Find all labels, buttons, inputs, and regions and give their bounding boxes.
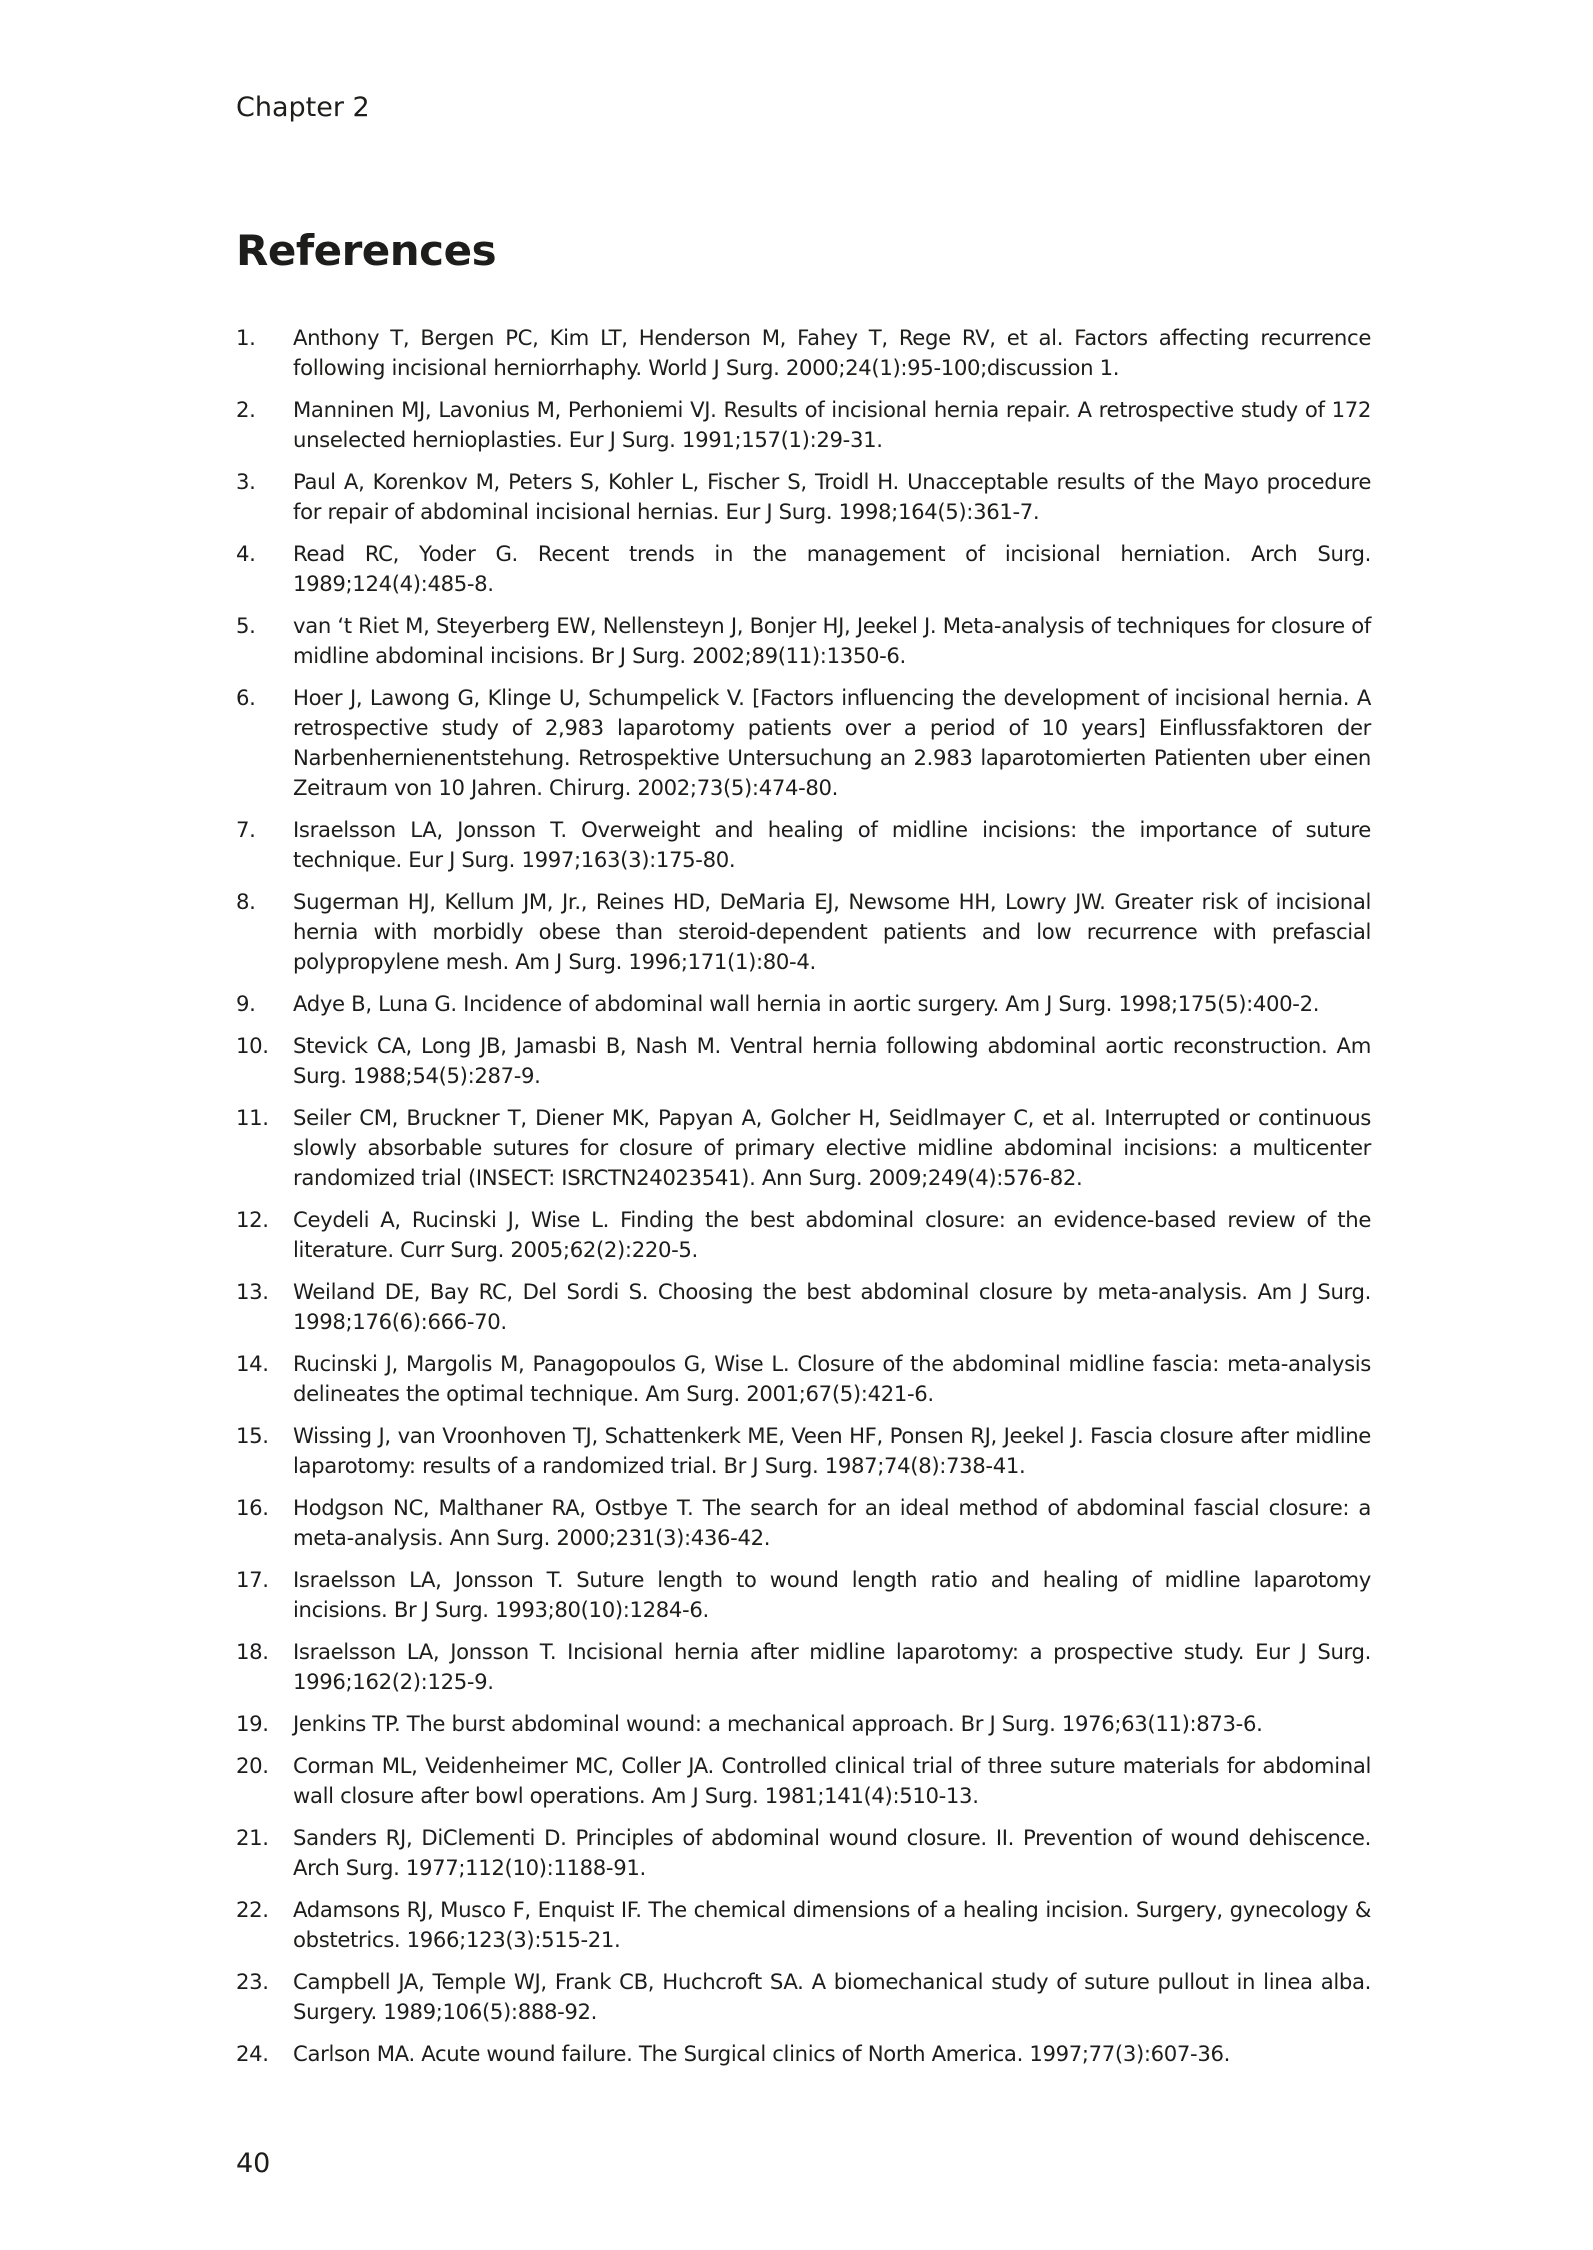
reference-item <box>236 539 1371 599</box>
page-number: 40 <box>236 2148 271 2179</box>
reference-item <box>236 1895 1371 1955</box>
reference-item <box>236 989 1371 1019</box>
reference-item <box>236 1709 1371 1739</box>
reference-text: Israelsson LA, Jonsson T. Overweight and healing of midline incisions: the importance of suture technique. Eur J Surg. 1997;163(3):175-80. <box>293 817 1371 872</box>
reference-item <box>236 323 1371 383</box>
reference-item <box>236 467 1371 527</box>
reference-text: Seiler CM, Bruckner T, Diener MK, Papyan A, Golcher H, Seidlmayer C, et al. Interrupted or continuous slowly absorbable sutures for closure of primary elective midline abdominal incisions: a multicenter randomized trial (INSECT: ISRCTN24023541). Ann Surg. 2009;249(4):576-82. <box>293 1105 1371 1190</box>
reference-number: 15. <box>236 1423 269 1448</box>
reference-text: Read RC, Yoder G. Recent trends in the management of incisional herniation. Arch Surg. 1989;124(4):485-8. <box>293 541 1371 596</box>
reference-item <box>236 1751 1371 1811</box>
reference-number: 13. <box>236 1279 269 1304</box>
reference-item <box>236 395 1371 455</box>
reference-number: 16. <box>236 1495 269 1520</box>
reference-text: Adamsons RJ, Musco F, Enquist IF. The chemical dimensions of a healing incision. Surgery, gynecology & obstetrics. 1966;123(3):515-21. <box>293 1897 1371 1952</box>
reference-text: Ceydeli A, Rucinski J, Wise L. Finding the best abdominal closure: an evidence-based review of the literature. Curr Surg. 2005;62(2):220-5. <box>293 1207 1371 1262</box>
reference-number: 22. <box>236 1897 269 1922</box>
reference-text: Adye B, Luna G. Incidence of abdominal wall hernia in aortic surgery. Am J Surg. 1998;175(5):400-2. <box>293 991 1320 1016</box>
reference-text: van ‘t Riet M, Steyerberg EW, Nellensteyn J, Bonjer HJ, Jeekel J. Meta-analysis of techniques for closure of midline abdominal incisions. Br J Surg. 2002;89(11):1350-6. <box>293 613 1371 668</box>
reference-text: Israelsson LA, Jonsson T. Incisional hernia after midline laparotomy: a prospective study. Eur J Surg. 1996;162(2):125-9. <box>293 1639 1371 1694</box>
chapter-header: Chapter 2 <box>236 92 370 123</box>
reference-text: Rucinski J, Margolis M, Panagopoulos G, Wise L. Closure of the abdominal midline fascia: meta-analysis delineates the optimal technique. Am Surg. 2001;67(5):421-6. <box>293 1351 1371 1406</box>
reference-number: 5. <box>236 613 256 638</box>
reference-number: 9. <box>236 991 256 1016</box>
reference-number: 4. <box>236 541 256 566</box>
reference-number: 11. <box>236 1105 269 1130</box>
reference-item <box>236 1823 1371 1883</box>
reference-item <box>236 1349 1371 1409</box>
reference-item <box>236 611 1371 671</box>
reference-number: 14. <box>236 1351 269 1376</box>
reference-text: Israelsson LA, Jonsson T. Suture length to wound length ratio and healing of midline laparotomy incisions. Br J Surg. 1993;80(10):1284-6. <box>293 1567 1371 1622</box>
reference-number: 23. <box>236 1969 269 1994</box>
reference-item <box>236 1967 1371 2027</box>
reference-number: 8. <box>236 889 256 914</box>
reference-text: Hoer J, Lawong G, Klinge U, Schumpelick V. [Factors influencing the development of incisional hernia. A retrospective study of 2,983 laparotomy patients over a period of 10 years] Einflussfaktoren der Narbenhernienentstehung. Retrospektive Untersuchung an 2.983 laparotomierten Patienten uber einen Zeitraum von 10 Jahren. Chirurg. 2002;73(5):474-80. <box>293 685 1371 800</box>
reference-text: Anthony T, Bergen PC, Kim LT, Henderson M, Fahey T, Rege RV, et al. Factors affecting recurrence following incisional herniorrhaphy. World J Surg. 2000;24(1):95-100;discussion 1. <box>293 325 1371 380</box>
reference-number: 21. <box>236 1825 269 1850</box>
reference-text: Weiland DE, Bay RC, Del Sordi S. Choosing the best abdominal closure by meta-analysis. Am J Surg. 1998;176(6):666-70. <box>293 1279 1371 1334</box>
reference-text: Carlson MA. Acute wound failure. The Surgical clinics of North America. 1997;77(3):607-36. <box>293 2041 1230 2066</box>
reference-number: 7. <box>236 817 256 842</box>
reference-text: Sugerman HJ, Kellum JM, Jr., Reines HD, DeMaria EJ, Newsome HH, Lowry JW. Greater risk of incisional hernia with morbidly obese than steroid-dependent patients and low recurrence with prefascial polypropylene mesh. Am J Surg. 1996;171(1):80-4. <box>293 889 1371 974</box>
reference-text: Corman ML, Veidenheimer MC, Coller JA. Controlled clinical trial of three suture materials for abdominal wall closure after bowl operations. Am J Surg. 1981;141(4):510-13. <box>293 1753 1371 1808</box>
reference-number: 18. <box>236 1639 269 1664</box>
reference-number: 10. <box>236 1033 269 1058</box>
reference-text: Campbell JA, Temple WJ, Frank CB, Huchcroft SA. A biomechanical study of suture pullout in linea alba. Surgery. 1989;106(5):888-92. <box>293 1969 1371 2024</box>
reference-text: Hodgson NC, Malthaner RA, Ostbye T. The search for an ideal method of abdominal fascial closure: a meta-analysis. Ann Surg. 2000;231(3):436-42. <box>293 1495 1371 1550</box>
reference-item <box>236 1277 1371 1337</box>
reference-item <box>236 887 1371 977</box>
reference-number: 2. <box>236 397 256 422</box>
reference-item <box>236 1421 1371 1481</box>
reference-text: Stevick CA, Long JB, Jamasbi B, Nash M. Ventral hernia following abdominal aortic reconstruction. Am Surg. 1988;54(5):287-9. <box>293 1033 1371 1088</box>
reference-list <box>236 323 1371 2081</box>
reference-item <box>236 1205 1371 1265</box>
reference-number: 19. <box>236 1711 269 1736</box>
reference-item <box>236 2039 1371 2069</box>
reference-text: Wissing J, van Vroonhoven TJ, Schattenkerk ME, Veen HF, Ponsen RJ, Jeekel J. Fascia closure after midline laparotomy: results of a randomized trial. Br J Surg. 1987;74(8):738-41. <box>293 1423 1371 1478</box>
reference-text: Sanders RJ, DiClementi D. Principles of abdominal wound closure. II. Prevention of wound dehiscence. Arch Surg. 1977;112(10):1188-91. <box>293 1825 1371 1880</box>
reference-number: 12. <box>236 1207 269 1232</box>
reference-number: 17. <box>236 1567 269 1592</box>
reference-item <box>236 683 1371 803</box>
reference-text: Manninen MJ, Lavonius M, Perhoniemi VJ. Results of incisional hernia repair. A retrospective study of 172 unselected hernioplasties. Eur J Surg. 1991;157(1):29-31. <box>293 397 1371 452</box>
reference-text: Jenkins TP. The burst abdominal wound: a mechanical approach. Br J Surg. 1976;63(11):873-6. <box>293 1711 1263 1736</box>
reference-item <box>236 1493 1371 1553</box>
reference-item <box>236 1031 1371 1091</box>
reference-item <box>236 815 1371 875</box>
reference-number: 6. <box>236 685 256 710</box>
reference-text: Paul A, Korenkov M, Peters S, Kohler L, Fischer S, Troidl H. Unacceptable results of the Mayo procedure for repair of abdominal incisional hernias. Eur J Surg. 1998;164(5):361-7. <box>293 469 1371 524</box>
reference-item <box>236 1103 1371 1193</box>
section-title: References <box>236 226 497 275</box>
reference-number: 3. <box>236 469 256 494</box>
reference-item <box>236 1637 1371 1697</box>
reference-number: 1. <box>236 325 256 350</box>
reference-number: 20. <box>236 1753 269 1778</box>
reference-number: 24. <box>236 2041 269 2066</box>
reference-item <box>236 1565 1371 1625</box>
